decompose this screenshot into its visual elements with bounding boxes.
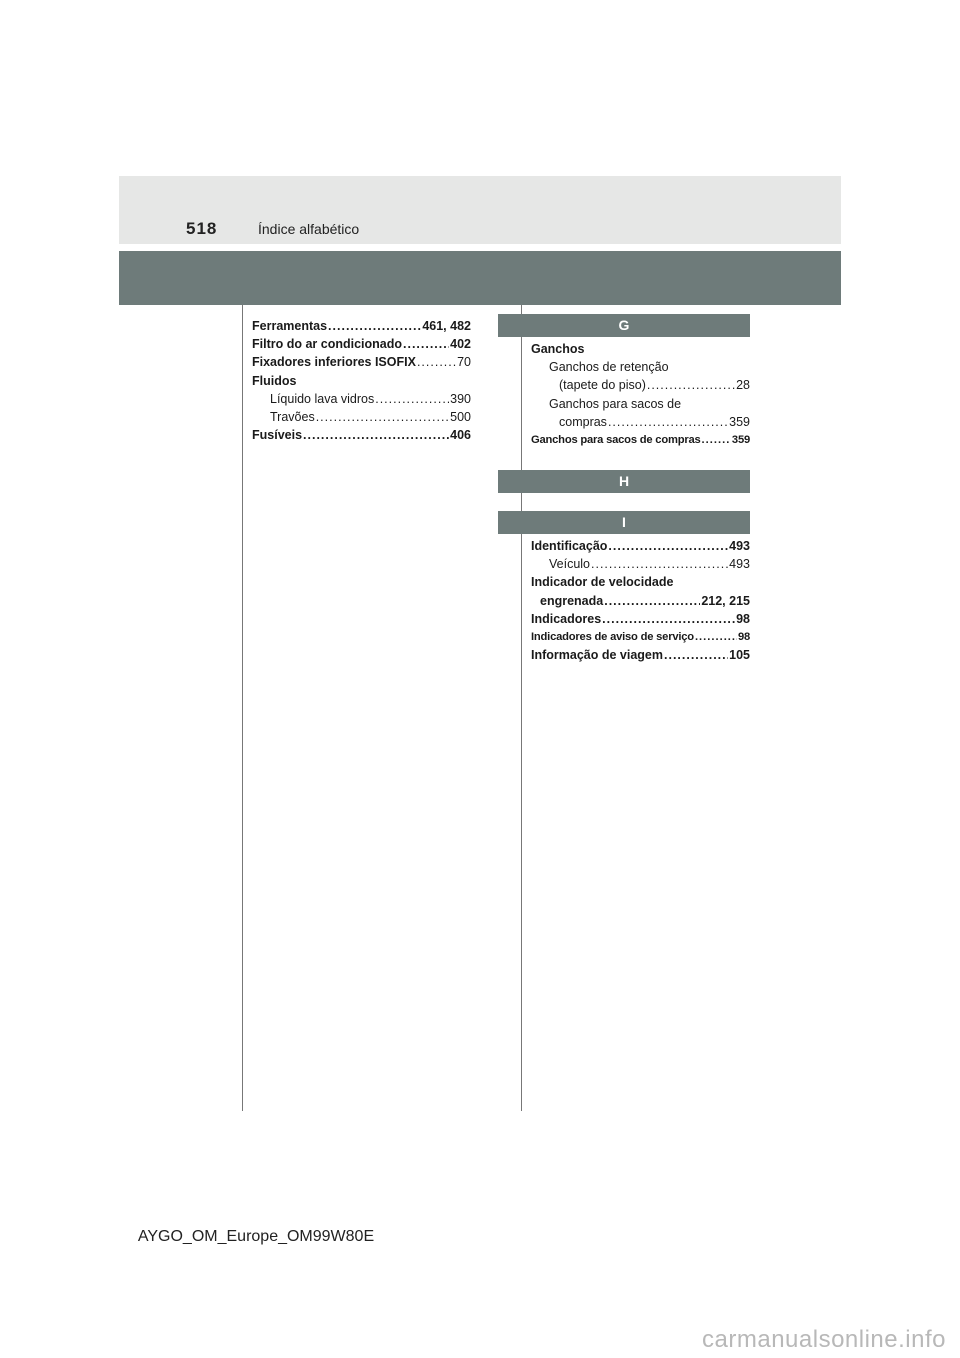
index-subentry[interactable]: Travões ..... 500 — [252, 408, 471, 426]
footer-doc-code — [0, 1228, 960, 1246]
index-heading: Indicador de velocidade — [531, 575, 674, 590]
index-subentry: Ganchos de retenção — [549, 360, 669, 375]
index-entry[interactable]: Indicadores ..... 98 — [531, 610, 750, 628]
index-column-i — [531, 537, 750, 664]
index-entry[interactable]: Fixadores inferiores ISOFIX ..... 70 — [252, 353, 471, 371]
index-entry[interactable]: engrenada ..... 212, 215 — [531, 592, 750, 610]
index-entry[interactable]: Ganchos para sacos de compras ..... 359 — [531, 431, 750, 449]
index-entry[interactable]: Identificação ..... 493 — [531, 537, 750, 555]
page-title: Índice alfabético — [258, 221, 360, 237]
index-entry[interactable]: Informação de viagem ..... 105 — [531, 646, 750, 664]
index-entry[interactable]: Filtro do ar condicionado ..... 402 — [252, 335, 471, 353]
index-subentry[interactable]: Líquido lava vidros ..... 390 — [252, 390, 471, 408]
index-entry[interactable]: Ferramentas ..... 461, 482 — [252, 317, 471, 335]
left-column-divider — [242, 305, 243, 1111]
page-number: 518 — [186, 219, 218, 238]
section-header-h: H — [498, 470, 750, 493]
index-subentry[interactable]: compras ..... 359 — [531, 413, 750, 431]
index-column-g — [531, 340, 750, 449]
index-entry[interactable]: Indicadores de aviso de serviço ..... 98 — [531, 628, 750, 646]
header-top-band — [119, 176, 841, 244]
index-subentry[interactable]: (tapete do piso) ..... 28 — [531, 376, 750, 394]
section-header-i: I — [498, 511, 750, 534]
section-header-g: G — [498, 314, 750, 337]
index-heading: Ganchos — [531, 342, 585, 356]
index-subentry: Ganchos para sacos de — [549, 396, 682, 411]
index-subentry[interactable]: Veículo ..... 493 — [531, 555, 750, 573]
header-bar — [119, 251, 841, 305]
index-heading: Fluidos — [252, 373, 297, 388]
index-entry[interactable]: Fusíveis ..... 406 — [252, 426, 471, 444]
right-column-divider — [521, 305, 522, 1111]
index-column-left — [252, 317, 471, 444]
watermark: carmanualsonline.info — [702, 1326, 946, 1353]
footer-doc-code-text: AYGO_OM_Europe_OM99W80E — [137, 1228, 375, 1245]
